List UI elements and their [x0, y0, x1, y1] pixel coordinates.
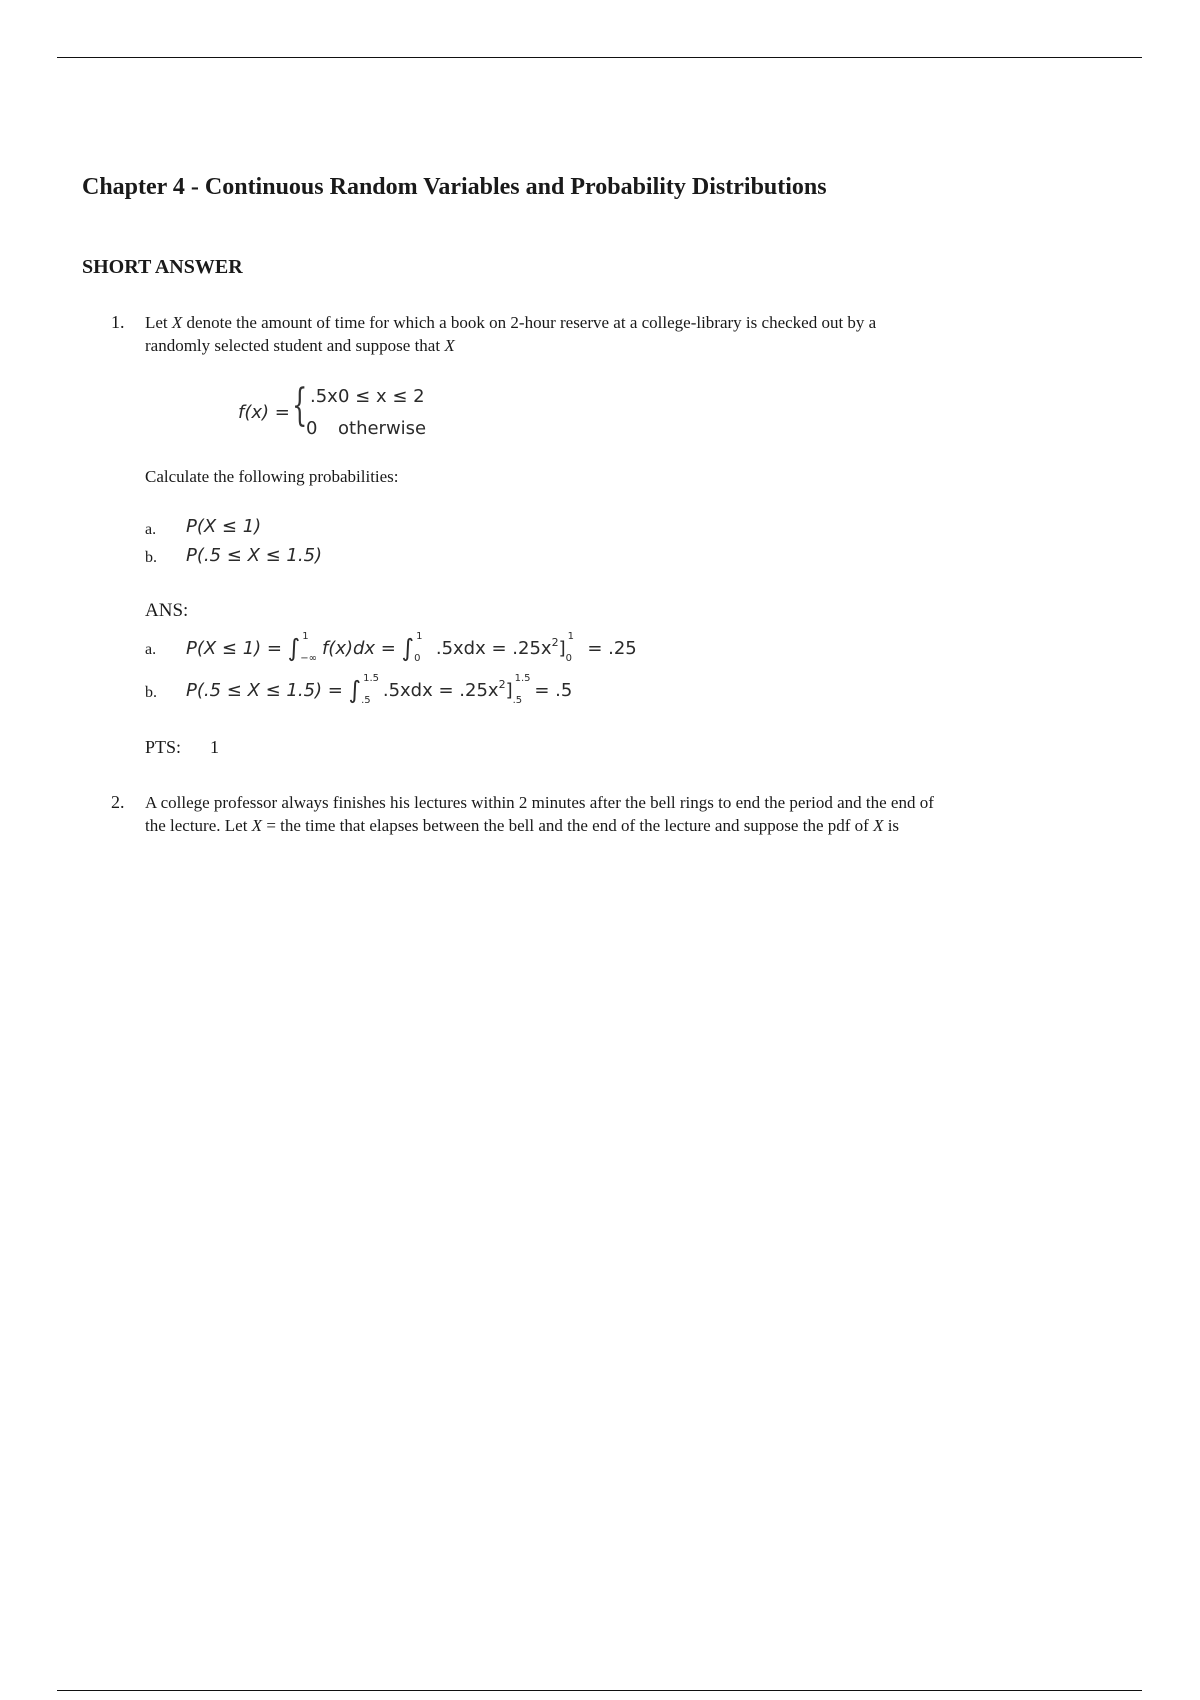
question-number: 2.	[111, 792, 125, 812]
pdf-case2-cond: otherwise	[338, 418, 427, 439]
part-b-expr: P(.5 ≤ X ≤ 1.5)	[186, 545, 323, 566]
question-2-text: A college professor always finishes his lectures within 2 minutes after the bell rings to end the period and the end of the lecture. Let X = the time that elapses between the bell and the end of the lecture and suppose the pdf of X is	[145, 793, 934, 835]
integral-sign: ∫	[401, 634, 415, 662]
pdf-case1-expr: .5x	[310, 386, 338, 407]
answer-label: ANS:	[145, 600, 189, 621]
pts-value: 1	[210, 737, 219, 757]
integral-sign: ∫	[348, 676, 362, 704]
chapter-title: Chapter 4 - Continuous Random Variables and Probability Distributions	[82, 174, 827, 200]
answer-b-label: b.	[145, 684, 157, 701]
answer-b-expr: P(.5 ≤ X ≤ 1.5) = ∫ 1.5 .5 $.5xdx = .25x^2$] 1.5 .5 = .5	[186, 673, 573, 706]
part-b-label: b.	[145, 549, 157, 566]
answer-a-label: a.	[145, 641, 157, 658]
part-a-expr: P(X ≤ 1)	[186, 516, 262, 537]
question-number: 1.	[111, 312, 125, 332]
q1-prompt: Calculate the following probabilities:	[145, 467, 399, 486]
pdf-case2-expr: 0	[306, 418, 318, 439]
integral-sign: ∫	[287, 634, 301, 662]
pdf-lhs: f(x) =	[238, 402, 290, 423]
pdf-brace: {	[292, 380, 308, 431]
answer-a-expr: P(X ≤ 1) = ∫ 1 −∞ f(x)dx = ∫ 1 0 $.5xdx = .25x^2$] 1 0 = .25	[186, 631, 637, 664]
bottom-rule	[57, 1690, 1142, 1691]
part-a-label: a.	[145, 521, 157, 538]
pts-label: PTS:	[145, 737, 182, 757]
top-rule	[57, 57, 1142, 58]
section-heading: SHORT ANSWER	[82, 256, 243, 278]
question-1-text: Let X denote the amount of time for which a book on 2-hour reserve at a college-library is checked out by a randomly selected student and suppose that X	[145, 313, 877, 355]
pdf-case1-cond: 0 ≤ x ≤ 2	[338, 386, 425, 407]
